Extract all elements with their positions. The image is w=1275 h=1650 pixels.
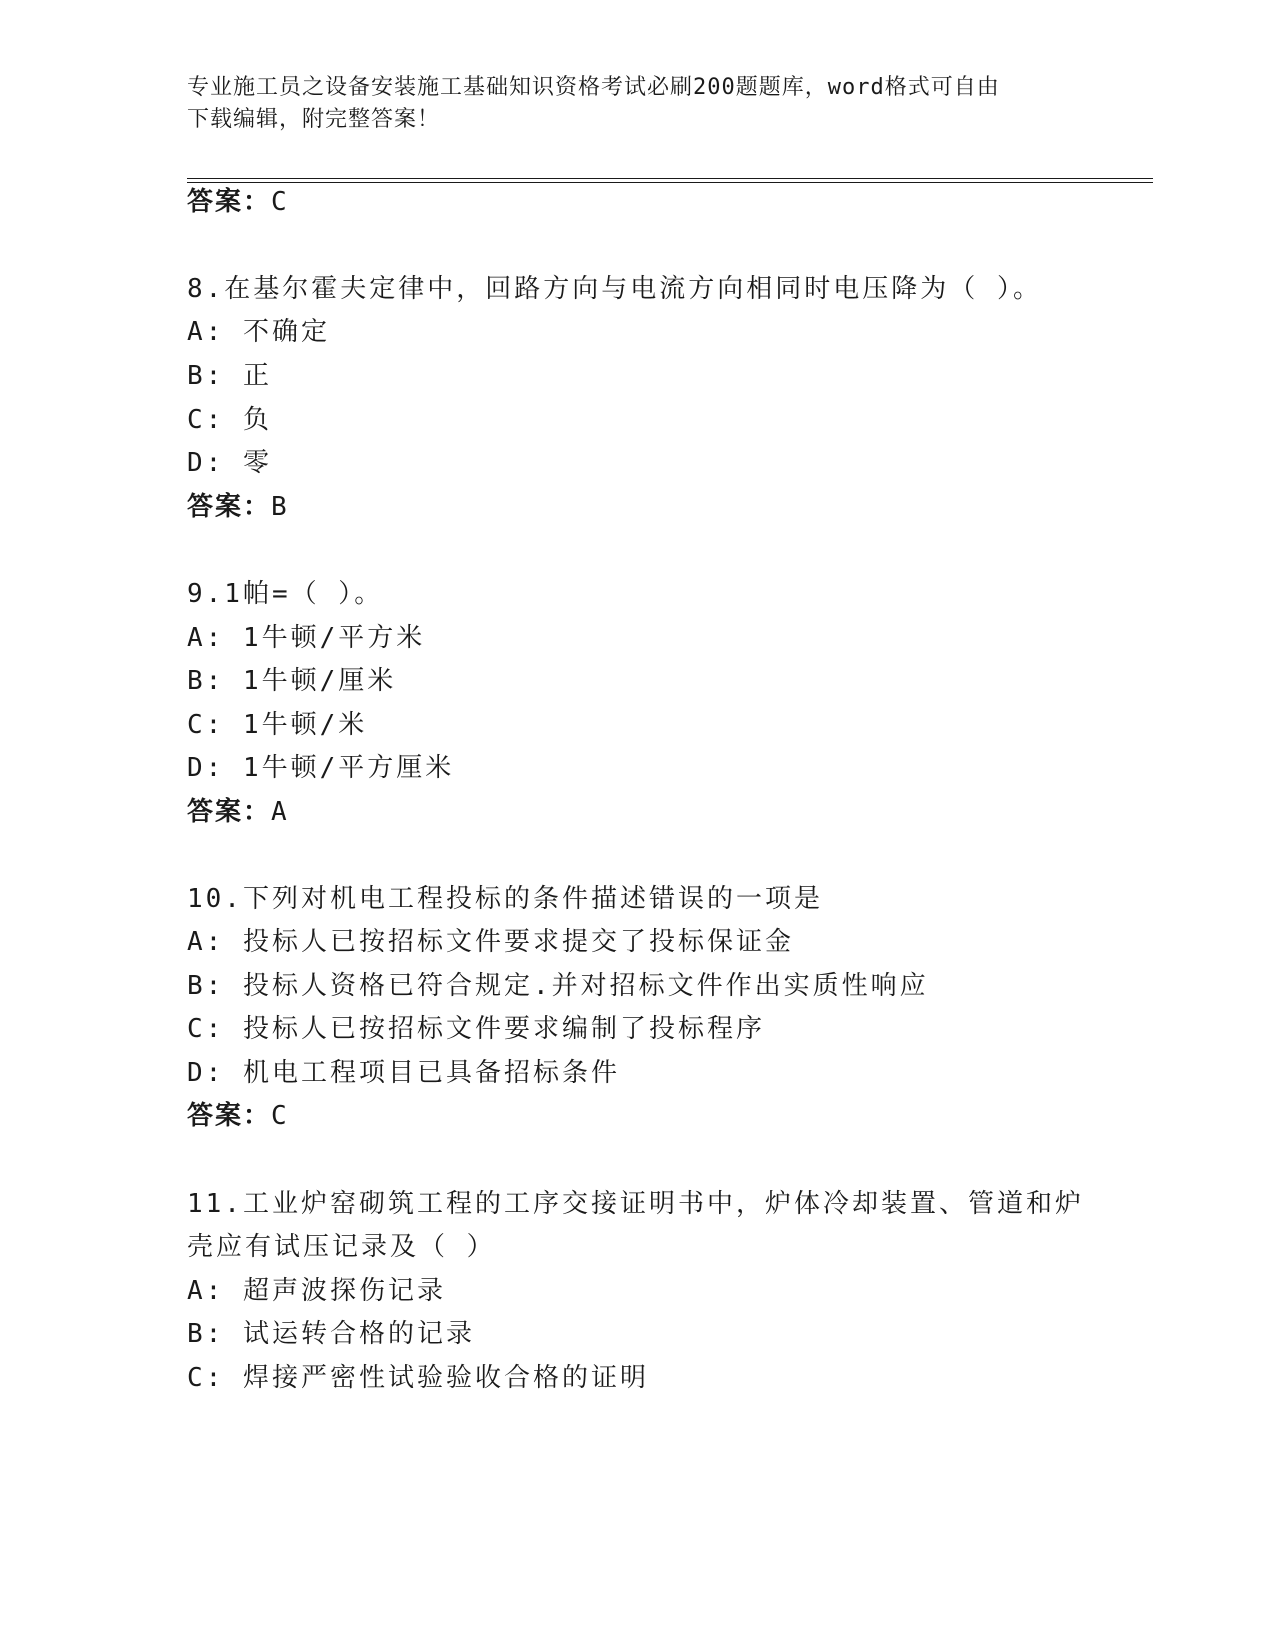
answer-line <box>187 794 289 830</box>
answer-line <box>187 489 289 525</box>
option-a: A: 不确定 <box>187 317 330 347</box>
page-header <box>187 72 1087 136</box>
answer-label: 答案： <box>187 797 272 827</box>
option-a: A: 1牛顿/平方米 <box>187 623 426 653</box>
option-b: B: 投标人资格已符合规定.并对招标文件作出实质性响应 <box>187 971 929 1001</box>
header-divider <box>187 178 1153 183</box>
answer-value: A <box>271 797 289 827</box>
question-stem: 10.下列对机电工程投标的条件描述错误的一项是 <box>187 884 823 914</box>
answer-label: 答案： <box>187 1101 272 1131</box>
header-title-line-2: 下载编辑，附完整答案！ <box>187 107 441 132</box>
option-d: D: 1牛顿/平方厘米 <box>187 753 455 783</box>
option-c: C: 1牛顿/米 <box>187 710 368 740</box>
answer-label: 答案： <box>187 187 272 217</box>
option-d: D: 机电工程项目已具备招标条件 <box>187 1058 620 1088</box>
option-d: D: 零 <box>187 448 272 478</box>
option-c: C: 投标人已按招标文件要求编制了投标程序 <box>187 1014 765 1044</box>
option-b: B: 试运转合格的记录 <box>187 1319 475 1349</box>
question-stem-line-1: 11.工业炉窑砌筑工程的工序交接证明书中，炉体冷却装置、管道和炉 <box>187 1189 1084 1219</box>
answer-value: B <box>271 492 289 522</box>
question-stem-line-2: 壳应有试压记录及（ ） <box>187 1232 496 1262</box>
header-title-line-1: 专业施工员之设备安装施工基础知识资格考试必刷200题题库，word格式可自由 <box>187 75 1000 100</box>
option-a: A: 投标人已按招标文件要求提交了投标保证金 <box>187 927 794 957</box>
option-c: C: 焊接严密性试验验收合格的证明 <box>187 1363 649 1393</box>
question-stem: 9.1帕=（ ）。 <box>187 579 384 609</box>
answer-line <box>187 184 289 220</box>
option-a: A: 超声波探伤记录 <box>187 1276 446 1306</box>
answer-value: C <box>271 1101 289 1131</box>
answer-line <box>187 1098 289 1134</box>
option-b: B: 正 <box>187 361 272 391</box>
answer-value: C <box>271 187 289 217</box>
option-b: B: 1牛顿/厘米 <box>187 666 397 696</box>
question-stem: 8.在基尔霍夫定律中，回路方向与电流方向相同时电压降为（ ）。 <box>187 274 1042 304</box>
answer-label: 答案： <box>187 492 272 522</box>
option-c: C: 负 <box>187 405 272 435</box>
